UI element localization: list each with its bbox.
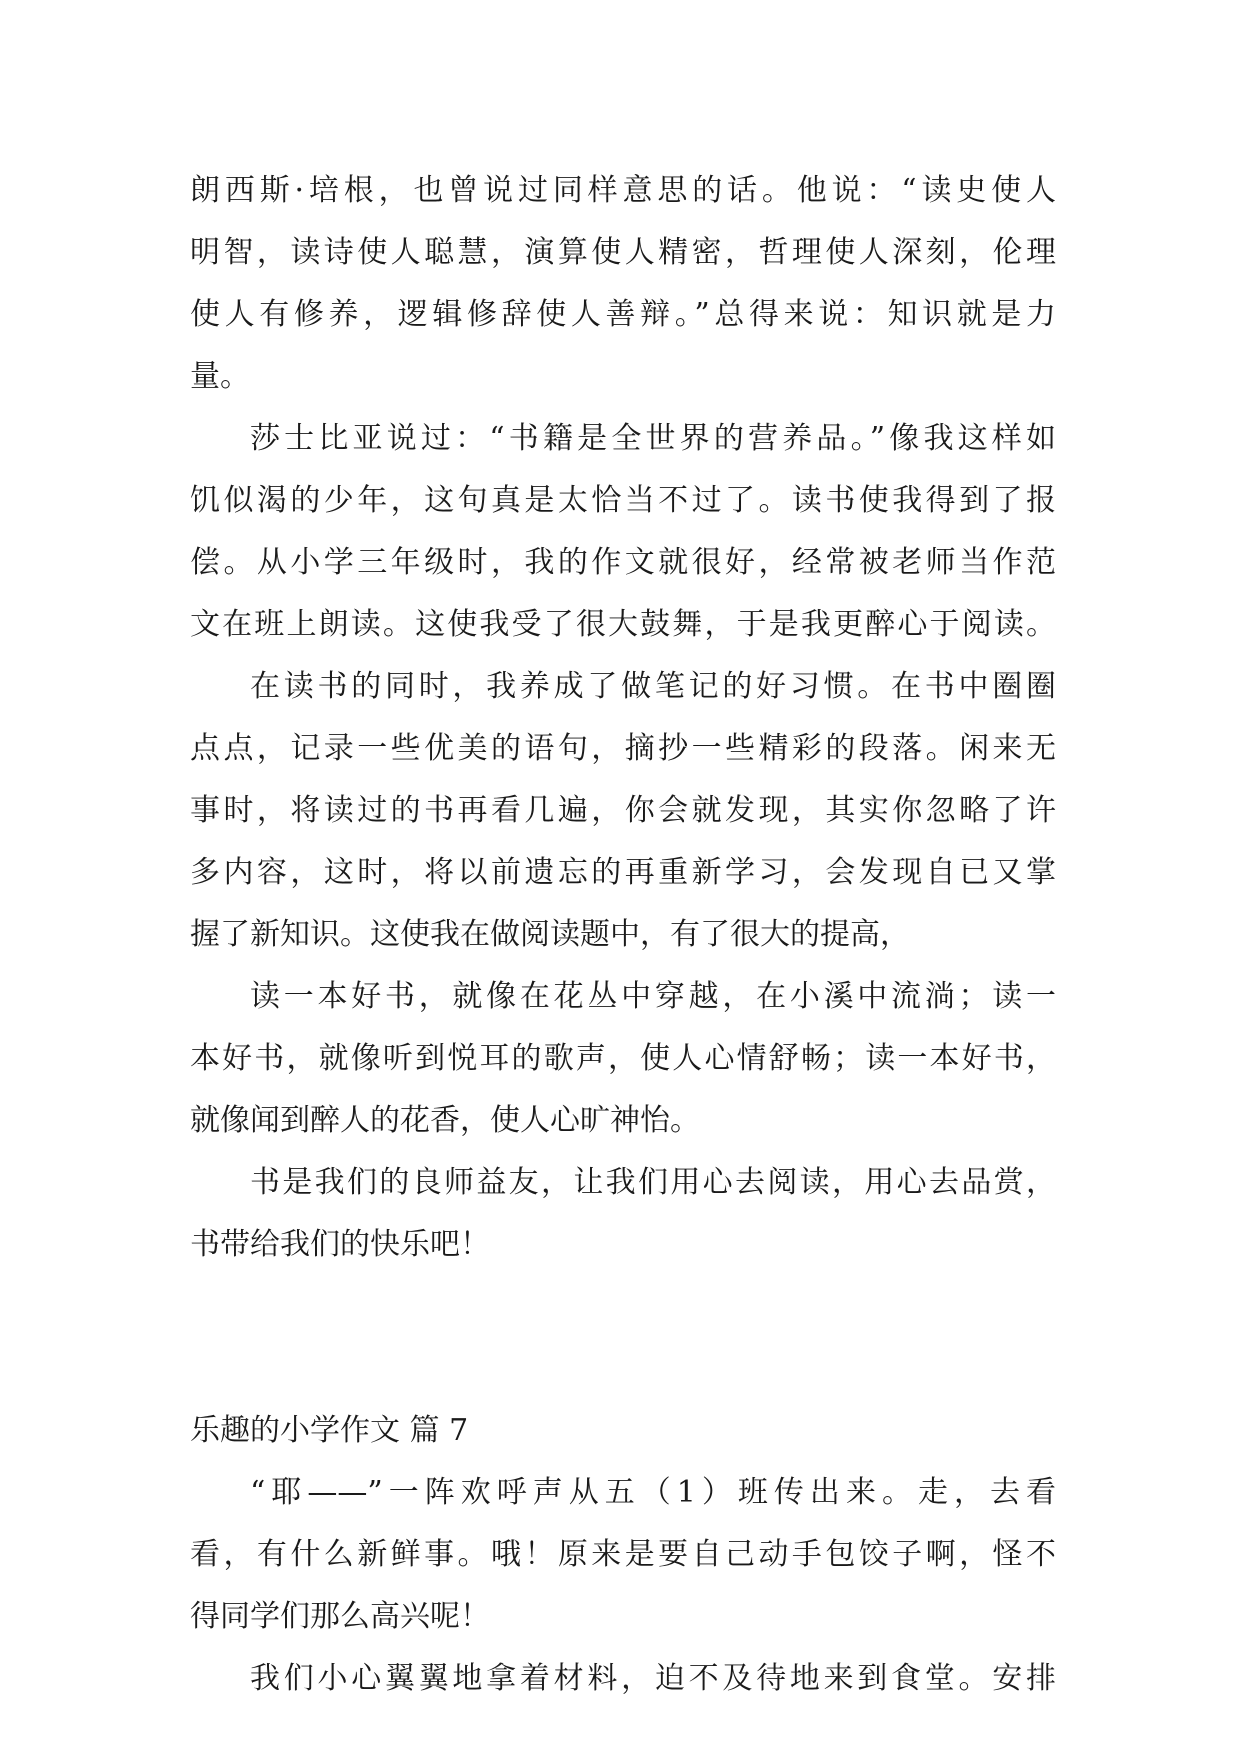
section-title: 乐趣的小学作文 篇 7	[190, 1413, 469, 1448]
text-line: 饥似渴的少年，这句真是太恰当不过了。读书使我得到了报	[190, 483, 1056, 518]
text-line: 就像闻到醉人的花香，使人心旷神怡。	[190, 1103, 700, 1138]
essay-continued-text	[190, 160, 1056, 1276]
text-line: 看，有什么新鲜事。哦！原来是要自己动手包饺子啊，怪不	[190, 1537, 1056, 1572]
text-line: 多内容，这时，将以前遗忘的再重新学习，会发现自已又掌	[190, 855, 1056, 890]
text-line: 得同学们那么高兴呢！	[190, 1599, 490, 1634]
essay-section-7	[190, 1400, 1056, 1710]
text-line: 本好书，就像听到悦耳的歌声，使人心情舒畅；读一本好书，	[190, 1041, 1056, 1076]
section-gap	[190, 1276, 1056, 1400]
text-line: 书是我们的良师益友，让我们用心去阅读，用心去品赏，	[250, 1165, 1056, 1200]
text-line: 读一本好书，就像在花丛中穿越，在小溪中流淌；读一	[250, 979, 1056, 1014]
text-line: 偿。从小学三年级时，我的作文就很好，经常被老师当作范	[190, 545, 1056, 580]
text-line: 朗西斯·培根，也曾说过同样意思的话。他说：“读史使人	[190, 173, 1056, 208]
text-line: 量。	[190, 359, 250, 394]
document-body	[190, 160, 1056, 1710]
text-line: 我们小心翼翼地拿着材料，迫不及待地来到食堂。安排	[250, 1661, 1056, 1696]
text-line: 在读书的同时，我养成了做笔记的好习惯。在书中圈圈	[250, 669, 1056, 704]
text-line: 点点，记录一些优美的语句，摘抄一些精彩的段落。闲来无	[190, 731, 1056, 766]
text-line: 书带给我们的快乐吧！	[190, 1227, 490, 1262]
text-line: 莎士比亚说过：“书籍是全世界的营养品。”像我这样如	[250, 421, 1056, 456]
text-line: 事时，将读过的书再看几遍，你会就发现，其实你忽略了许	[190, 793, 1056, 828]
text-line: “耶——”一阵欢呼声从五（1）班传出来。走，去看	[250, 1475, 1056, 1510]
text-line: 握了新知识。这使我在做阅读题中，有了很大的提高，	[190, 917, 910, 952]
text-line: 文在班上朗读。这使我受了很大鼓舞，于是我更醉心于阅读。	[190, 607, 1056, 642]
text-line: 明智，读诗使人聪慧，演算使人精密，哲理使人深刻，伦理	[190, 235, 1056, 270]
section-7-text	[190, 1462, 1056, 1710]
text-line: 使人有修养，逻辑修辞使人善辩。”总得来说：知识就是力	[190, 297, 1056, 332]
